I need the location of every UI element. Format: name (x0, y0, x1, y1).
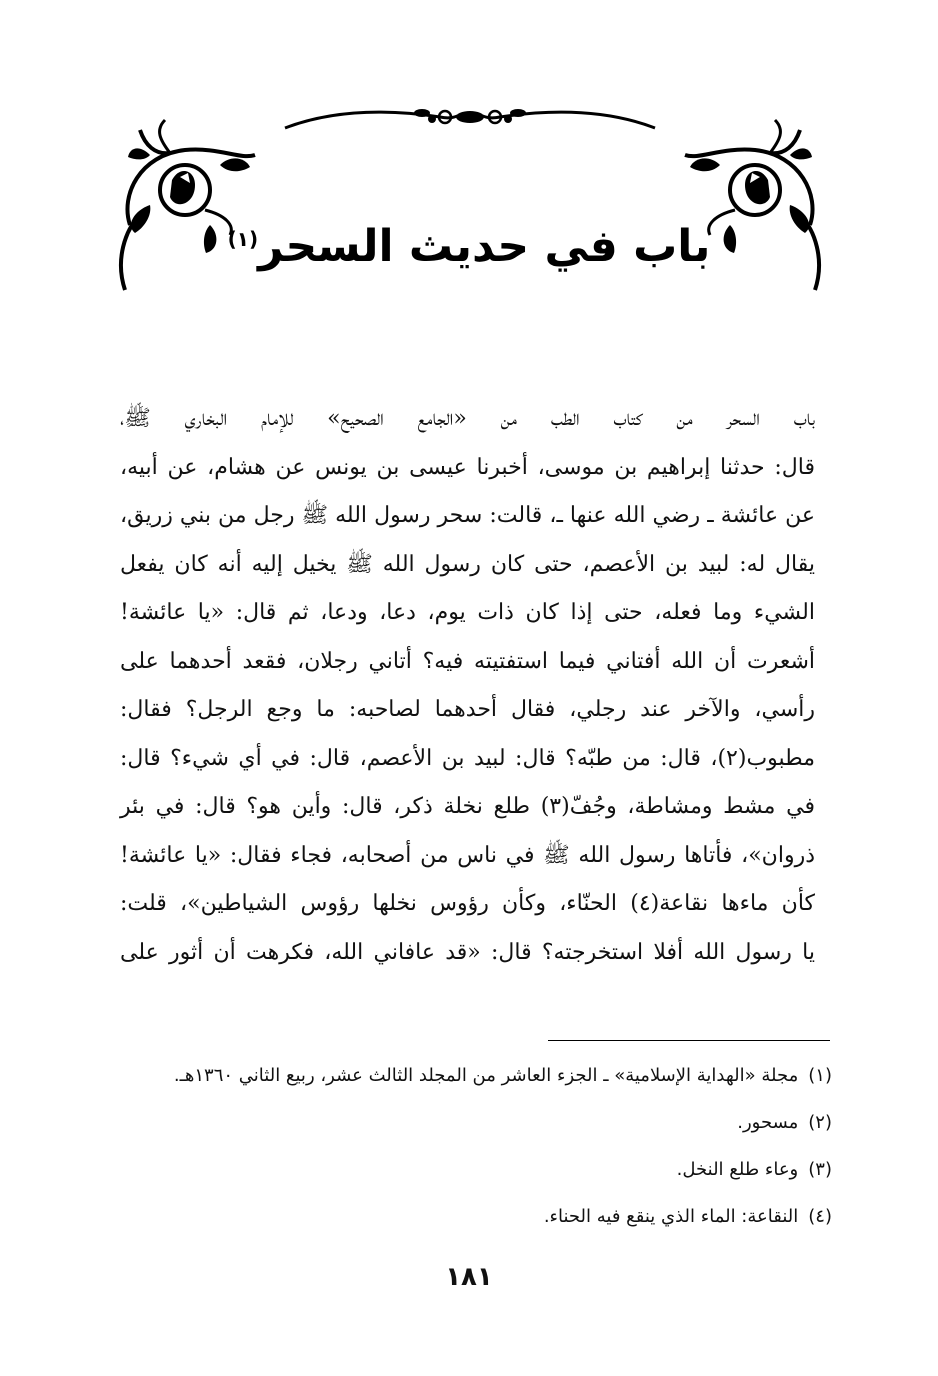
page-number: ١٨١ (445, 1262, 493, 1292)
text-line: عن عائشة ـ رضي الله عنها ـ، قالت: سحر رسول الله ﷺ رجل من بني زريق، (120, 503, 815, 528)
footnote-number: (٣) (808, 1159, 832, 1180)
footnote-divider (548, 1040, 830, 1041)
footnote-item (120, 1146, 832, 1193)
floral-header-ornament-icon (110, 95, 830, 315)
footnote-text: وعاء طلع النخل. (676, 1159, 799, 1180)
footnote-marker: (١) (227, 227, 259, 251)
main-text (120, 395, 815, 977)
footnote-item (120, 1099, 832, 1146)
footnote-text: مجلة «الهداية الإسلامية» ـ الجزء العاشر من المجلد الثالث عشر، ربيع الثاني ١٣٦٠هـ. (173, 1065, 799, 1086)
footnote-item (120, 1193, 832, 1240)
footnote-number: (١) (808, 1065, 832, 1086)
text-line: في مشط ومشاطة، وجُفّ(٣) طلع نخلة ذكر، قال: وأين هو؟ قال: في بئر (120, 794, 815, 819)
text-line: الشيء وما فعله، حتى إذا كان ذات يوم، دعا، ودعا، ثم قال: «يا عائشة! (120, 600, 815, 625)
footnote-text: مسحور. (737, 1112, 799, 1133)
chapter-title (227, 221, 711, 280)
text-line: يقال له: لبيد بن الأعصم، حتى كان رسول الله ﷺ يخيل إليه أنه كان يفعل (120, 551, 815, 577)
footnote-text: النقاعة: الماء الذي ينقع فيه الحناء. (543, 1206, 799, 1227)
text-line: يا رسول الله أفلا استخرجته؟ قال: «قد عافاني الله، فكرهت أن أثور على (120, 939, 815, 965)
text-line: رأسي، والآخر عند رجلي، فقال أحدهما لصاحبه: ما وجع الرجل؟ فقال: (120, 697, 815, 722)
chapter-heading (0, 218, 938, 275)
footnote-number: (٢) (808, 1112, 832, 1133)
footnote-item (120, 1052, 832, 1099)
footnote-number: (٤) (808, 1206, 832, 1227)
text-line: قال: حدثنا إبراهيم بن موسى، أخبرنا عيسى بن يونس عن هشام، عن أبيه، (120, 454, 815, 480)
text-line: أشعرت أن الله أفتاني فيما استفتيته فيه؟ أتاني رجلان، فقعد أحدهما على (120, 648, 815, 674)
text-line: مطبوب(٢)، قال: من طبّه؟ قال: لبيد بن الأعصم، قال: في أي شيء؟ قال: (120, 745, 815, 771)
text-line: كأن ماءها نقاعة(٤) الحنّاء، وكأن رؤوس نخلها رؤوس الشياطين»، قلت: (120, 891, 815, 916)
text-line: ذروان»، فأتاها رسول الله ﷺ في ناس من أصحابه، فجاء فقال: «يا عائشة! (120, 842, 815, 868)
footnotes (120, 1052, 832, 1240)
text-line: باب السحر من كتاب الطب من «الجامع الصحيح» للإمام البخاري ﷺ، (120, 406, 815, 431)
chapter-title-text: باب في حديث السحر (258, 221, 711, 272)
